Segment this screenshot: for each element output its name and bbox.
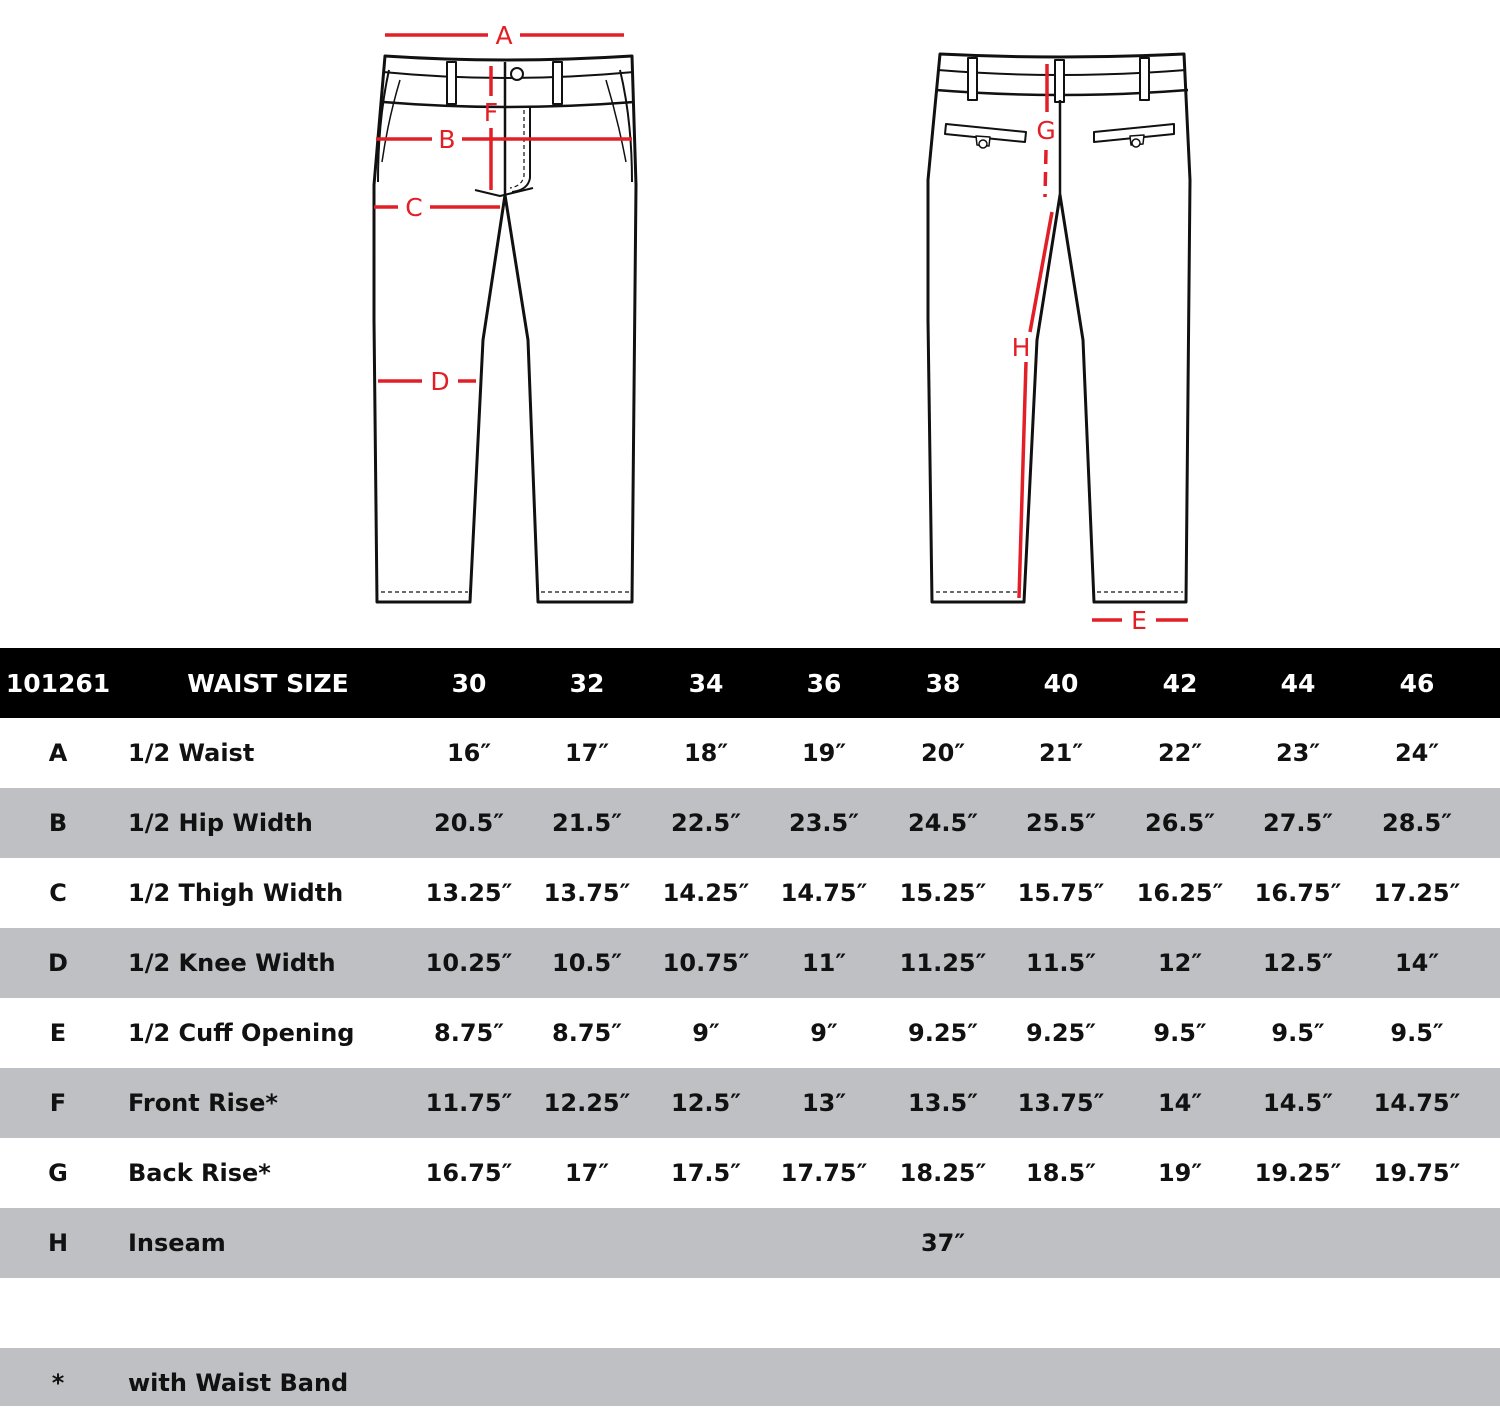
- waist-size-heading: WAIST SIZE: [187, 668, 349, 698]
- value-cell: 17.5″: [671, 1159, 741, 1187]
- value-cell: 9.25″: [1026, 1019, 1096, 1047]
- value-cell: 27.5″: [1263, 809, 1333, 837]
- size-chart-table: [0, 648, 1500, 1406]
- value-cell: 17.75″: [780, 1159, 868, 1187]
- value-cell: 23″: [1275, 739, 1321, 767]
- value-cell: 9.5″: [1153, 1019, 1207, 1047]
- value-cell: 10.25″: [425, 949, 513, 977]
- row-measurement-name: Front Rise*: [128, 1089, 278, 1117]
- table-spacer-row: [0, 1278, 1500, 1348]
- value-cell: 9.5″: [1390, 1019, 1444, 1047]
- table-row-g: [0, 1138, 1500, 1208]
- table-row-a: [0, 718, 1500, 788]
- value-cell: 12.5″: [1263, 949, 1333, 977]
- label-b: B: [438, 125, 456, 154]
- size-header-cell: 34: [688, 668, 724, 698]
- value-cell: 23.5″: [789, 809, 859, 837]
- value-cell: 26.5″: [1145, 809, 1215, 837]
- value-cell: 24″: [1394, 739, 1440, 767]
- size-header-cell: 36: [806, 668, 842, 698]
- size-header-cell: 32: [569, 668, 605, 698]
- label-a: A: [495, 21, 513, 50]
- value-cell: 9″: [810, 1019, 838, 1047]
- inseam-value: 37″: [920, 1229, 966, 1257]
- table-row-h-inseam: [0, 1208, 1500, 1278]
- value-cell: 17″: [564, 1159, 610, 1187]
- row-letter: D: [48, 949, 68, 977]
- table-header-row: [0, 648, 1500, 718]
- value-cell: 18″: [683, 739, 729, 767]
- row-letter: G: [48, 1159, 68, 1187]
- size-header-cell: 40: [1043, 668, 1079, 698]
- row-measurement-name: 1/2 Knee Width: [128, 949, 336, 977]
- value-cell: 16.25″: [1136, 879, 1224, 907]
- value-cell: 12.25″: [543, 1089, 631, 1117]
- value-cell: 14″: [1157, 1089, 1203, 1117]
- label-h: H: [1011, 333, 1031, 362]
- value-cell: 22″: [1157, 739, 1203, 767]
- value-cell: 9.25″: [908, 1019, 978, 1047]
- value-cell: 16.75″: [425, 1159, 513, 1187]
- size-header-cell: 44: [1280, 668, 1316, 698]
- value-cell: 16.75″: [1254, 879, 1342, 907]
- value-cell: 18.5″: [1026, 1159, 1096, 1187]
- value-cell: 11.75″: [425, 1089, 513, 1117]
- value-cell: 11.25″: [899, 949, 987, 977]
- row-letter: B: [48, 809, 68, 837]
- value-cell: 25.5″: [1026, 809, 1096, 837]
- value-cell: 16″: [446, 739, 492, 767]
- size-header-cell: 38: [925, 668, 961, 698]
- value-cell: 14.75″: [780, 879, 868, 907]
- footnote-row: [0, 1348, 1500, 1406]
- footnote-text: with Waist Band: [128, 1369, 349, 1397]
- value-cell: 14.5″: [1263, 1089, 1333, 1117]
- value-cell: 19.25″: [1254, 1159, 1342, 1187]
- value-cell: 19.75″: [1373, 1159, 1461, 1187]
- label-e: E: [1131, 606, 1147, 635]
- value-cell: 18.25″: [899, 1159, 987, 1187]
- row-measurement-name: Back Rise*: [128, 1159, 271, 1187]
- value-cell: 13″: [801, 1089, 847, 1117]
- value-cell: 22.5″: [671, 809, 741, 837]
- table-row-d: [0, 928, 1500, 998]
- value-cell: 28.5″: [1382, 809, 1452, 837]
- value-cell: 24.5″: [908, 809, 978, 837]
- row-letter: A: [48, 739, 68, 767]
- value-cell: 14″: [1394, 949, 1440, 977]
- row-measurement-name: 1/2 Thigh Width: [128, 879, 344, 907]
- value-cell: 20″: [920, 739, 966, 767]
- value-cell: 10.5″: [552, 949, 622, 977]
- row-measurement-name: Inseam: [128, 1229, 226, 1257]
- row-letter: C: [49, 879, 67, 907]
- back-view-pants: [928, 54, 1190, 602]
- value-cell: 11″: [801, 949, 847, 977]
- value-cell: 13.25″: [425, 879, 513, 907]
- value-cell: 14.25″: [662, 879, 750, 907]
- row-letter: E: [49, 1019, 67, 1047]
- label-d: D: [430, 367, 450, 396]
- label-g: G: [1036, 116, 1056, 145]
- value-cell: 11.5″: [1026, 949, 1096, 977]
- value-cell: 21.5″: [552, 809, 622, 837]
- value-cell: 13.75″: [1017, 1089, 1105, 1117]
- value-cell: 20.5″: [434, 809, 504, 837]
- table-row-f: [0, 1068, 1500, 1138]
- value-cell: 17.25″: [1373, 879, 1461, 907]
- value-cell: 9″: [692, 1019, 720, 1047]
- row-letter: F: [49, 1089, 67, 1117]
- value-cell: 19″: [801, 739, 847, 767]
- style-code: 101261: [5, 668, 111, 698]
- value-cell: 17″: [564, 739, 610, 767]
- value-cell: 8.75″: [434, 1019, 504, 1047]
- value-cell: 21″: [1038, 739, 1084, 767]
- size-header-cell: 46: [1399, 668, 1435, 698]
- value-cell: 13.75″: [543, 879, 631, 907]
- value-cell: 12″: [1157, 949, 1203, 977]
- value-cell: 12.5″: [671, 1089, 741, 1117]
- pants-measurement-diagram: [0, 0, 1500, 648]
- value-cell: 15.25″: [899, 879, 987, 907]
- value-cell: 10.75″: [662, 949, 750, 977]
- value-cell: 14.75″: [1373, 1089, 1461, 1117]
- size-header-cell: 42: [1162, 668, 1198, 698]
- label-f: F: [483, 98, 499, 127]
- row-measurement-name: 1/2 Cuff Opening: [128, 1019, 355, 1047]
- footnote-mark: *: [51, 1369, 65, 1397]
- value-cell: 19″: [1157, 1159, 1203, 1187]
- value-cell: 15.75″: [1017, 879, 1105, 907]
- value-cell: 13.5″: [908, 1089, 978, 1117]
- row-letter: H: [47, 1229, 69, 1257]
- value-cell: 9.5″: [1271, 1019, 1325, 1047]
- table-row-b: [0, 788, 1500, 858]
- label-c: C: [405, 193, 423, 222]
- size-header-cell: 30: [451, 668, 487, 698]
- table-row-c: [0, 858, 1500, 928]
- row-measurement-name: 1/2 Hip Width: [128, 809, 313, 837]
- value-cell: 8.75″: [552, 1019, 622, 1047]
- table-row-e: [0, 998, 1500, 1068]
- row-measurement-name: 1/2 Waist: [128, 739, 255, 767]
